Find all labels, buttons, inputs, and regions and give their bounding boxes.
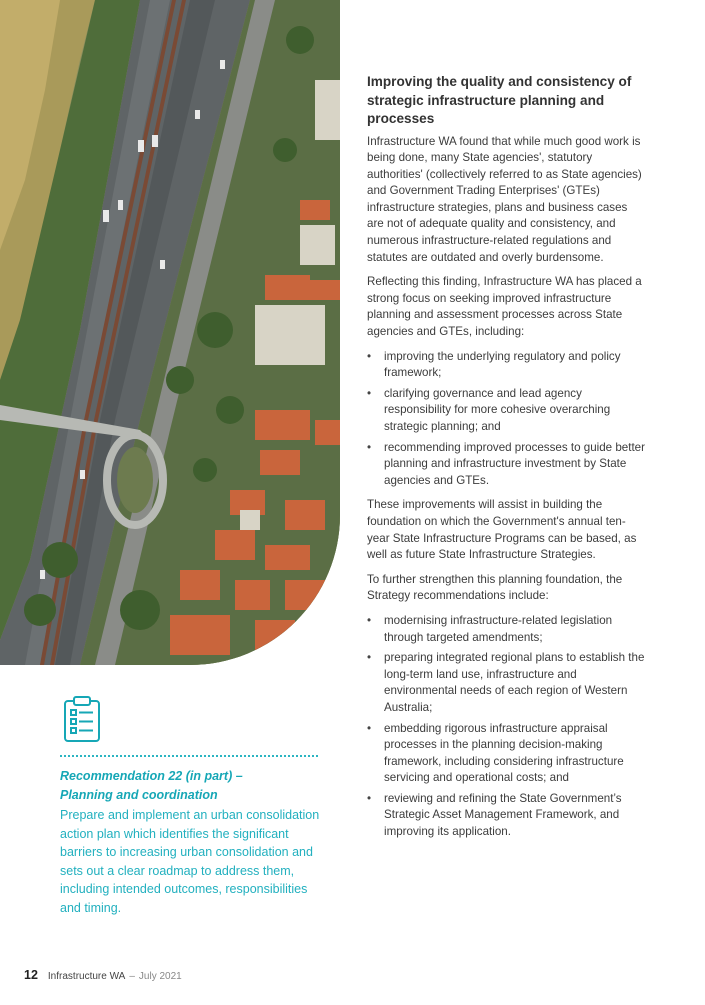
list-item: • clarifying governance and lead agency responsibility for more cohesive overarching strategic planning; and — [367, 386, 647, 436]
footer-separator: – — [129, 971, 135, 982]
recommendation-divider — [60, 755, 318, 757]
aerial-photo-illustration — [0, 0, 340, 665]
footer-date: July 2021 — [138, 971, 182, 982]
list-item: • preparing integrated regional plans to establish the long-term land use, infrastructure and environmental needs of each region of Western Australia; — [367, 650, 647, 716]
article-paragraph-2: Reflecting this finding, Infrastructure WA has placed a strong focus on seeking improved infrastructure planning and assessment processes across State agencies and GTEs, including: — [367, 275, 642, 339]
recommendation-title — [60, 767, 322, 805]
clipboard-checklist-icon — [60, 695, 104, 743]
footer-publisher: Infrastructure WA — [47, 971, 126, 982]
list-item: • modernising infrastructure-related legislation through targeted amendments; — [367, 613, 647, 646]
list-item: • recommending improved processes to guide better planning and infrastructure investment by State agencies and GTEs. — [367, 440, 647, 490]
recommendation-title-line1: Recommendation 22 (in part) – — [60, 769, 243, 783]
article-heading: Improving the quality and consistency of strategic infrastructure planning and processes — [367, 74, 632, 126]
article-paragraph-1: Infrastructure WA found that while much good work is being done, many State agencies', statutory authorities' (collectively referred to as State agencies) and Government Trading Enterprises' (GTEs) infrastructure strategies, plans and business cases are not of adequate quality and consistency, and numerous infrastructure-related regulations and statutes are outdated and overly burdensome. — [367, 134, 642, 264]
article-column — [367, 73, 647, 849]
list-item: • embedding rigorous infrastructure appraisal processes in the planning decision-making framework, including considering infrastructure servicing and operational costs; and — [367, 721, 647, 787]
recommendation-body: Prepare and implement an urban consolidation action plan which identifies the significant barriers to increasing urban consolidation and sets out a clear roadmap to address them, including intended outcomes, responsibilities and timing. — [60, 808, 320, 915]
list-item: • improving the underlying regulatory and policy framework; — [367, 349, 647, 382]
page-number: 12 — [24, 968, 38, 982]
article-paragraph-4: To further strengthen this planning foundation, the Strategy recommendations include: — [367, 572, 623, 603]
aerial-photo — [0, 0, 340, 665]
article-paragraph-3: These improvements will assist in building the foundation on which the Government's annual ten-year State Infrastructure Programs can be based, as well as future State Infrastructure Strategies. — [367, 498, 637, 562]
focus-list — [367, 349, 647, 490]
list-item: • reviewing and refining the State Government’s Strategic Asset Management Framework, and improving its application. — [367, 791, 647, 841]
recommendation-panel — [60, 695, 322, 917]
recommendation-title-line2: Planning and coordination — [60, 788, 218, 802]
page-footer — [24, 968, 182, 982]
recommendations-list — [367, 613, 647, 841]
